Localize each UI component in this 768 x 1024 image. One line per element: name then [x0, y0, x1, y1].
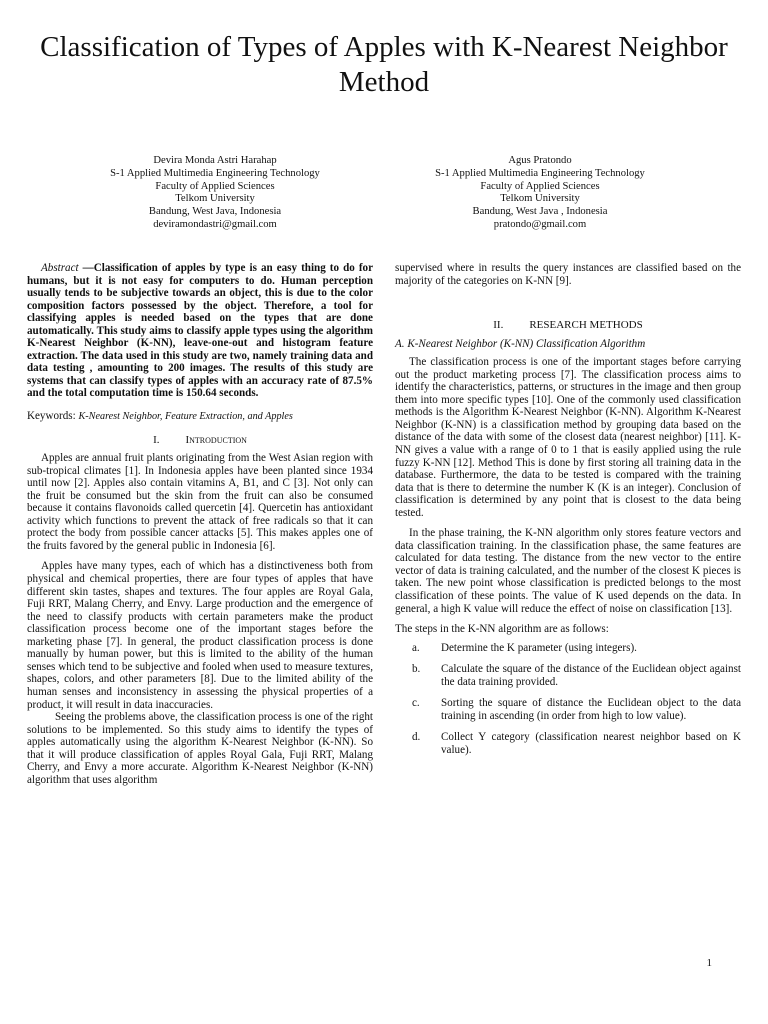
page-number: 1: [706, 957, 712, 969]
list-marker: d.: [412, 731, 421, 744]
abstract-label: Abstract: [41, 262, 79, 274]
section-number: II.: [493, 319, 504, 332]
author-email: deviramondastri@gmail.com: [153, 218, 277, 230]
list-text: Collect Y category (classification nearest neighbor based on K value).: [441, 731, 741, 756]
intro-paragraph: Apples have many types, each of which has a distinctiveness both from physical and chemical properties, there are four types of apples that have different skin tastes, shapes and textures. The four apples are Royal Gala, Fuji RRT, Malang Cherry, and Envy. Large production and the emergence of the need to classify products with certain parameters make the product classification process become one of the important stages before the marketing phase [7]. In general, the product classification process is done manually by human power, but this is limited to the ability of the human senses which tend to be subjective and fooled when used to measure textures, shapes, colors, and other parameters [8]. Due to the limited ability of the human senses and inconsistency in assessing the physical properties of a product, it will result in data inaccuracies.: [27, 560, 373, 711]
section-title: RESEARCH METHODS: [529, 319, 643, 332]
subsection-heading: A. K-Nearest Neighbor (K-NN) Classification Algorithm: [395, 337, 646, 350]
author-dept: S-1 Applied Multimedia Engineering Technology: [110, 167, 320, 179]
section-heading-research-methods: [395, 319, 741, 332]
steps-list: [395, 642, 741, 757]
left-column: [27, 262, 373, 786]
list-text: Calculate the square of the distance of the Euclidean object against the data training provided.: [441, 663, 741, 688]
section-heading-introduction: [27, 434, 373, 447]
abstract: [27, 262, 373, 400]
list-marker: c.: [412, 697, 420, 710]
author-university: Telkom University: [500, 193, 580, 205]
author-university: Telkom University: [175, 193, 255, 205]
steps-intro: The steps in the K-NN algorithm are as follows:: [395, 623, 609, 636]
section-title: Introduction: [185, 433, 247, 446]
author-dept: S-1 Applied Multimedia Engineering Technology: [435, 167, 645, 179]
author-name: Devira Monda Astri Harahap: [153, 155, 277, 166]
author-email: pratondo@gmail.com: [493, 218, 587, 230]
author-block-1: [65, 155, 365, 232]
list-item: [395, 642, 741, 655]
list-marker: b.: [412, 663, 421, 676]
right-column: [395, 262, 741, 766]
abstract-text: —Classification of apples by type is an easy thing to do for humans, but it is not easy for computers to do. Human perception usually tends to be subjective towards an object, this is due to the color composition factors possessed by the object. Therefore, a tool for classifying apples is needed based on the types that are done automatically. This study aims to classify apple types using the algorithm K-Nearest Neighbor (K-NN), leave-one-out and histogram feature extraction. The data used in this study are two, namely training data and data testing , amounting to 200 images. The results of this study are systems that can classify types of apples with an accuracy rate of 87.5% and the total computation time is 150.64 seconds.: [27, 262, 373, 400]
intro-paragraph: Seeing the problems above, the classification process is one of the right solutions to be implemented. So this study aims to identify the types of apples automatically using the algorithm K-Nearest Neighbor (K-NN). So that it will produce classification of apples Royal Gala, Fuji RRT, Malang Cherry, and Envy a more accurate. Algorithm K-Nearest Neighbor (K-NN) algorithm that uses algorithm: [27, 711, 373, 786]
author-block-2: [390, 155, 690, 232]
paper-title: Classification of Types of Apples with K-Nearest Neighbor Method: [40, 31, 728, 98]
section-number: I.: [153, 433, 160, 446]
body-paragraph: In the phase training, the K-NN algorithm only stores feature vectors and data classification training. In the classification phase, the same features are calculated for data testing. The distance from the new vector to the entire vector of data is training calculated, and the number of the closest K pieces is taken. The new point whose classification is predicted belongs to the most classification of these points. The value of K used depends on the data. In general, a high K value will reduce the effect of noise on classification [13].: [395, 527, 741, 615]
keywords: [27, 410, 373, 424]
list-text: Sorting the square of distance the Euclidean object to the data training in ascending (in order from high to low value).: [441, 697, 741, 722]
list-text: Determine the K parameter (using integers).: [441, 641, 637, 654]
list-item: [395, 663, 741, 688]
keywords-label: Keywords:: [27, 410, 76, 423]
list-item: [395, 731, 741, 756]
author-faculty: Faculty of Applied Sciences: [480, 180, 600, 192]
author-location: Bandung, West Java , Indonesia: [472, 206, 608, 218]
author-name: Agus Pratondo: [508, 155, 572, 166]
author-faculty: Faculty of Applied Sciences: [155, 180, 275, 192]
list-item: [395, 697, 741, 722]
intro-paragraph: Apples are annual fruit plants originating from the West Asian region with sub-tropical climates [1]. In Indonesia apples have been planted since 1934 until now [2]. Apples also contain vitamins A, B1, and C [3]. Not only can the fruit be consumed but the skin from the fruit can also be consumed because it contains flavonoids called quercetin [4]. Quercetin has antioxidant activity which functions to prevent the attack of free radicals so that it can protect the body from possible cancer attacks [5]. This makes apples one of the fruits favored by the general public in Indonesia [6].: [27, 452, 373, 552]
keywords-terms: K-Nearest Neighbor, Feature Extraction, and Apples: [78, 411, 293, 423]
author-location: Bandung, West Java, Indonesia: [148, 206, 282, 218]
body-paragraph: The classification process is one of the important stages before carrying out the product marketing process [7]. The classification process aims to identify the characteristics, patterns, or structures in the image and then group them into more specific types [10]. One of the commonly used classification methods is the Algorithm K-Nearest Neighbor (K-NN). Algorithm K-Nearest Neighbor (K-NN) is a classification method by grouping data based on the distance of the data with some of the closest data (nearest neighbor) [11]. K-NN gives a value with a range of 0 to 1 that is easily applied using the rule fuzzy K-NN [12]. Method This is done by first storing all training data in the database. Furthermore, the data to be tested is compared with the training data that is there to determine the number K (K is an integer). Conclusion of classification is determined by any point that is closest to the data being tested.: [395, 356, 741, 519]
list-marker: a.: [412, 641, 420, 654]
continuation-paragraph: supervised where in results the query instances are classified based on the majority of the categories on K-NN [9].: [395, 262, 741, 287]
